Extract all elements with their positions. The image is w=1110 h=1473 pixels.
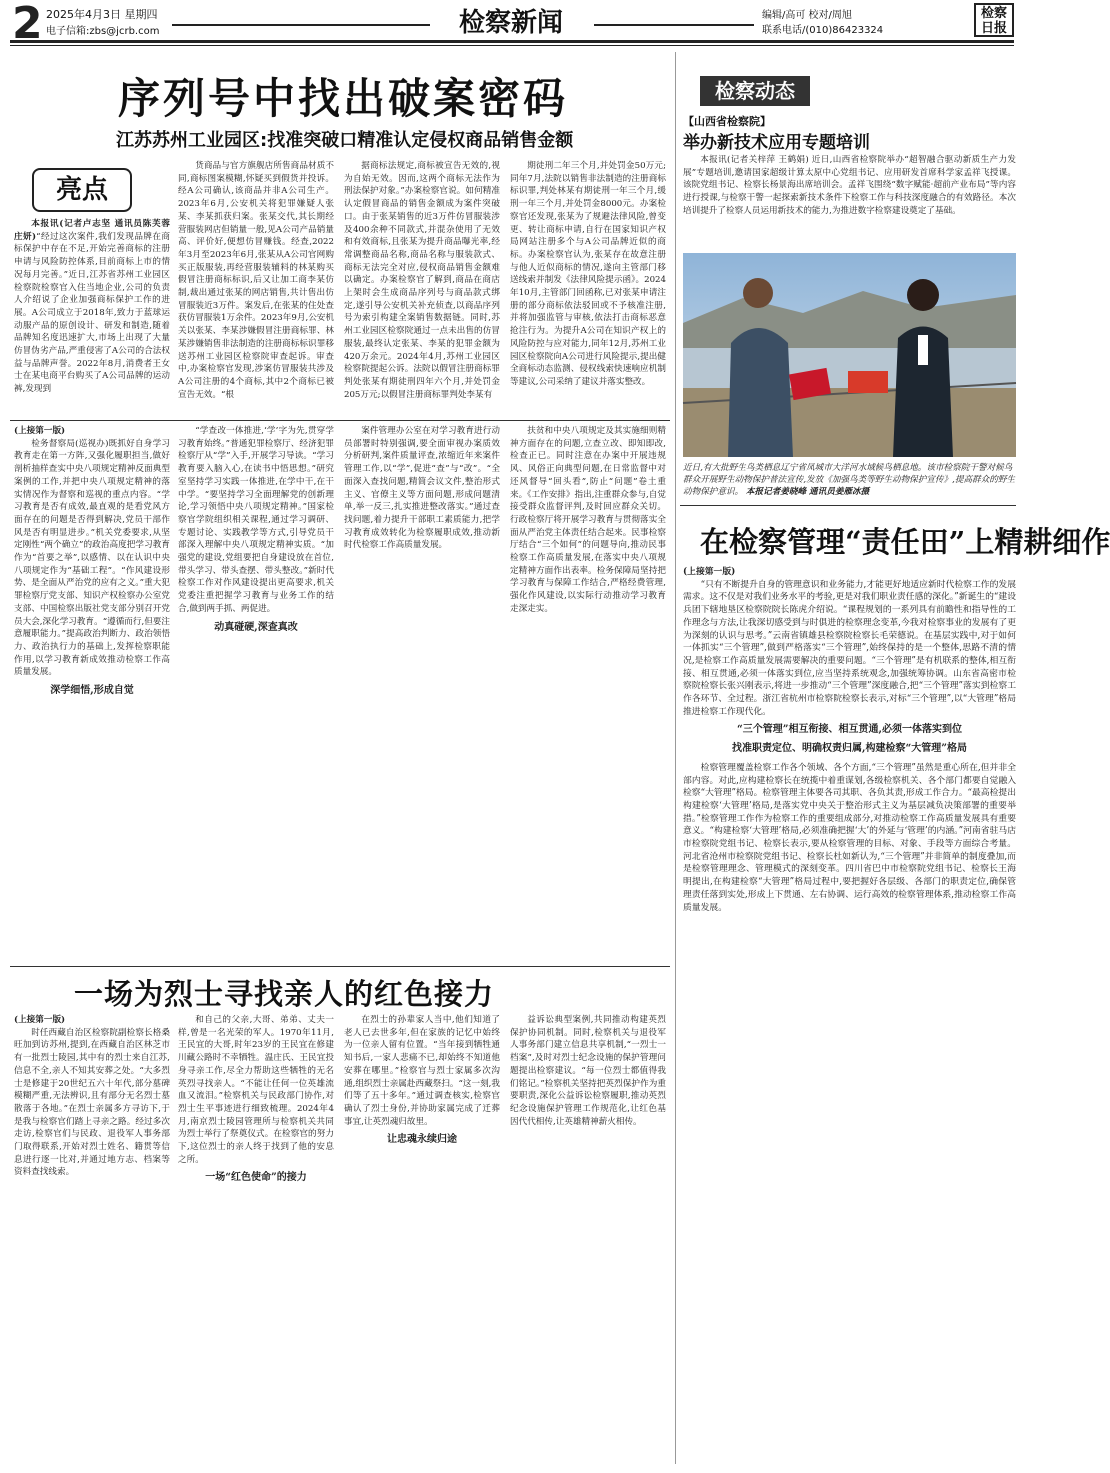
red-text-3: 在烈士的孙辈家人当中,他们知道了老人已去世多年,但在家族的记忆中始终为一位亲人留有位置。“当年接到牺牲通知书后,一家人悲痛不已,却始终不知道他安葬在哪里。”检察官与烈士家属多次沟通,组织烈士亲属赴西藏祭扫。“这一刻,我们等了五十多年。”通过调查核实,检察官确认了烈士身份,并协助家属完成了迁葬事宜,让英烈魂归故里。: [344, 1015, 500, 1127]
lead-col-1: [14, 218, 170, 415]
study-dateline: (上接第一版): [14, 426, 66, 436]
lead-subhead: 江苏苏州工业园区:找准突破口精准认定侵权商品销售金额: [116, 130, 574, 151]
header-divider-thin: [10, 45, 1014, 46]
divider: [10, 966, 670, 967]
sidebar-title: 举办新技术应用专题培训: [683, 133, 870, 153]
header-divider: [10, 40, 1014, 43]
editor-credit: 编辑/高可 校对/周旭: [762, 10, 852, 21]
contact-email: 电子信箱:zbs@jcrb.com: [46, 26, 160, 37]
right-text-1: “只有不断提升自身的管理意识和业务能力,才能更好地适应新时代检察工作的发展需求。这不仅是对我们业务水平的考验,更是对我们职业责任感的深化。”新诞生的“建设兵团下辖地垦区检察院院长陈虎介绍说。“课程规划的一系列具有前瞻性和指导性的工作理念与方法,让我深切感受到与时俱进的检察理念变革,今我对检察事业的发展有了更为深刻的认识与思考。”云南省镇雄县检察院检察长毛荣德说。在基层实践中,对于如何一体抓实“三个管理”,做到严格落实“三个管理”,始终保持的是一个整体,思路不清的情况,是检察工作高质量发展需要解决的重要问题。“三个管理”是有机联系的整体,相互衔接、相互贯通,必须一体落实到位,应当坚持系统观念,加强统筹协调。山东省高密市检察院检察长张兴刚表示,将进一步推动“三个管理”深度融合,把“三个管理”落实到检察工作各环节、全过程。浙江省杭州市检察院检察长表示,对标“三个管理”,以“大管理”格局推进检察工作现代化。: [683, 579, 1016, 717]
red-text-4: 益诉讼典型案例,共同推动构建英烈保护协同机制。同时,检察机关与退役军人事务部门建立信息共享机制,“一烈士一档案”,及时对烈士纪念设施的保护管理问题提出检察建议。“每一位烈士都值得我们铭记。”检察机关坚持把英烈保护作为重要职责,深化公益诉讼检察履职,推动英烈纪念设施保护管理工作规范化,让红色基因代代相传,让英雄精神薪火相传。: [510, 1015, 666, 1127]
sidebar-text: 本报讯(记者关梓萍 王鹤娟) 近日,山西省检察院举办“超智融合驱动新质生产力发展”专题培训,邀请国家超级计算太原中心党组书记、应用研发首席科学家孟祥飞授课。该院党组书记、检察长杨景海出席培训会。孟祥飞围绕“数字赋能·超前产业布局”等内容进行授课,与检察干警一起探索新技术条件下检察工作与科技深度融合的有效路径。本次培训提升了检察人员运用新技术的能力,为推进数字检察建设奠定了基础。: [683, 155, 1016, 216]
study-subheading-1: 深学细悟,形成自觉: [50, 685, 134, 697]
study-text-1: 检务督察局(巡视办)既抓好自身学习教育走在第一方阵,又强化履职担当,做好剖析抽样查实中央八项规定精神反面典型案例的工作,并把中央八项规定精神的落实情况作为督察和巡视的重点内容。“学习教育是否有成效,最直观的是看党风方面存在的问题是否得到解决,党员干部作风是否有明显进步。”机关党委要求,从坚定刚性“两个确立”的政治高度把学习教育作为“首要之举”,以感情、以在认识中央八项规定作为“基础工程”。“作风建设形势、是全面从严治党的应有之义。”重大犯罪检察厅党支部、知识产权检察办公室党支部、中国检察出版社党支部分别召开党员大会,深化学习教育。“遵循而行,但要注意履职能力。”提高政治判断力、政治领悟力、政治执行力的基础上,发挥检察职能作用,以学习教育新成效推动检察工作高质量发展。: [14, 438, 170, 678]
page-number: 2: [12, 0, 43, 49]
red-col-4: [510, 1014, 666, 1466]
contact-phone: 联系电话/(010)86423324: [762, 25, 884, 36]
red-col-2: [178, 1014, 334, 1466]
lead-col-4: [510, 160, 666, 415]
lead-headline: 序列号中找出破案密码: [118, 74, 569, 123]
lead-byline: 本报讯(记者卢志坚 通讯员陈芙蓉 庄妍): [14, 219, 170, 242]
sidebar-kicker: 【山西省检察院】: [683, 115, 771, 128]
newspaper-logo: 检察日报: [974, 3, 1014, 37]
red-text-2: 和自己的父亲,大哥、弟弟、丈夫一样,曾是一名光荣的军人。1970年11月,王民宜的大哥,时年23岁的王民宜在修建川藏公路时不幸牺牲。温庄氏、王民宜投身寻亲工作,尽全力帮助这些牺牲的无名英烈寻找亲人。“不能让任何一位英雄流血又流泪。”检察机关与民政部门协作,对烈士生平事迹进行细致梳理。2024年4月,南京烈士陵园管理所与检察机关共同为烈士举行了祭奠仪式。在检察官的努力下,这位烈士的亲人终于找到了他的安息之所。: [178, 1015, 334, 1165]
column-divider: [675, 52, 676, 1464]
lead-text-3: 据商标法规定,商标被宣告无效的,视为自始无效。因而,这两个商标无法作为刑法保护对象。”办案检察官说。如何精准认定假冒商品的销售金额成为案件突破口。由于张某销售的近3万件仿冒服装涉及400余种不同款式,并混杂使用了无效和有效商标,且张某为提升商品曝光率,经常调整商品名称,商品名称与服装款式、商标无法完全对应,侵权商品销售金额难以确定。办案检察官了解到,商品在商店上架时会生成商品序列号与商品款式绑定,遂引导公安机关补充侦查,以商品序列号为索引构建全案销售数据链。同时,苏州工业园区检察院通过一点未出售的仿冒服装,最终认定张某、李某的犯罪金额为420万余元。2024年4月,苏州工业园区检察院提起公诉。法院以假冒注册商标罪判处张某有期徒刑四年六个月,并处罚金205万元;以假冒注册商标罪判处李某有: [344, 161, 500, 400]
lead-col-3: [344, 160, 500, 415]
red-col-3: [344, 1014, 500, 1466]
study-text-3: 案件管理办公室在对学习教育进行动员部署时特别强调,要全面审视办案质效分析研判,案件质量评查,浓缩近年来案件管理工作,以“学”,促进“查”与“改”。“全面深入查找问题,精简会议文件,整治形式主义、官僚主义等方面问题,形成问题清单,举一反三,扎实推进整改落实。”通过查找问题,着力提升干部职工素质能力,把学习教育成效转化为检察履职成效,推动新时代检察工作高质量发展。: [344, 426, 500, 551]
divider: [680, 505, 1016, 506]
photo-caption-text: 近日,有大批野生鸟类栖息辽宁省凤城市大洋河水域候鸟栖息地。该市检察院干警对候鸟群众开展野生动物保护普法宣传,发放《加强鸟类等野生动物保护宣传》,提高群众的野生动物保护意识。: [683, 463, 1016, 497]
study-col-3: [344, 425, 500, 965]
study-text-4: 扶贫和中央八项规定及其实施细则精神方面存在的问题,立查立改、即知即改,检查正已。同时注意在办案中开展违规风、风俗正向典型问题,在日常监督中对还风督导“回头看”,防止“问题”卷土重来。《工作安排》指出,注重群众参与,自觉接受群众监督评判,及时回应群众关切。行政检察厅将开展学习教育与贯彻落实全面从严治党主体责任结合起来。民事检察厅结合“三个如何”的问题导向,推动民事检察工作高质量发展,在落实中央八项规定精神方面作出表率。检务保障局坚持把学习教育与保障工作结合,严格经费管理,强化作风建设,以实际行动推动学习教育走深走实。: [510, 426, 666, 614]
right-text-2: 检察管理覆盖检察工作各个领域、各个方面,“三个管理”虽然是重心所在,但并非全部内容。对此,应构建检察长在统揽中着重谋划,各级检察机关、各个部门都要自觉融入检察“大管理”格局。检察管理主体要各司其职、各负其责,形成工作合力。“最高检提出构建检察‘大管理’格局,是落实党中央关于整治形式主义为基层减负决策部署的重要举措。”检察管理工作作为检察工作的重要组成部分,对推动检察工作高质量发展具有重要意义。“构建检察‘大管理’格局,必须准确把握‘大’的外延与‘管理’的内涵。”河南省驻马店市检察院党组书记、检察长表示,要从检察管理的目标、对象、手段等方面综合考量。河北省沧州市检察院党组书记、检察长杜如新认为,“三个管理”并非简单的制度叠加,而是检察管理理念、管理模式的深刻变革。四川省巴中市检察院党组书记、检察长王海明提出,在构建检察“大管理”格局过程中,要把握好各层级、各部门的职责定位,确保管理责任落到实处,形成上下贯通、左右协调、运行高效的检察管理体系,推动检察工作高质量发展。: [683, 762, 1016, 913]
header-rule-right: [594, 24, 754, 26]
lead-text-1: “经过这次案件,我们发现品牌在商标保护中存在不足,开始完善商标的注册申请与风险防控体系,目前商标上市的情况每月完善。”近日,江苏省苏州工业园区检察院检察官入住当地企业,公司的负责人介绍说了企业加强商标保护工作的进展。A公司成立于2018年,致力于蓝球运动服产品的原创设计、研发和制造,随着品牌知名度迅速扩大,市场上出现了大量仿冒伪劣产品,严重侵害了A公司的合法权益与品牌声誉。2022年8月,消费者王女士在某电商平台购买了A公司品牌的运动裤,发现到: [14, 231, 170, 395]
section-title: 检察新闻: [458, 8, 563, 38]
study-col-2: [178, 425, 334, 965]
right-dateline: (上接第一版): [683, 567, 736, 577]
header-rule-left: [172, 24, 430, 26]
red-subheading-1: 一场“红色使命”的接力: [205, 1172, 307, 1184]
sidebar-banner: 检察动态: [700, 76, 810, 106]
study-text-2: “学查改一体推进,‘学’字为先,贯穿学习教育始终。”普通犯罪检察厅、经济犯罪检察厅从“学”入手,开展学习导读。“学习教育要入脑入心,在读书中悟思想。”研究室坚持学习实践一体推进,在学中干,在干中学。“要坚持学习全面理解党的创新理论,学习领悟中央八项规定精神。”国家检察官学院组织相关课程,通过学习调研、专题讨论、实践教学等方式,引导党员干部深入理解中央八项规定精神实质。“加强党的建设,党组要把自身建设放在首位,带头学习、带头查摆、带头整改。”新时代检察工作对作风建设提出更高要求,机关党委注重把握学习教育与业务工作的结合,做到两手抓、两促进。: [178, 426, 334, 614]
news-photo: [683, 253, 1016, 457]
right-story-title: 在检察管理“责任田”上精耕细作: [700, 525, 1110, 559]
divider: [10, 420, 670, 421]
lead-text-4: 期徒刑二年三个月,并处罚金50万元;同年7月,法院以销售非法制造的注册商标标识罪,判处林某有期徒刑一年三个月,缓刑一年三个月,并处罚金8000元。办案检察官还发现,张某为了规避法律风险,曾变更、转让商标申请,自行在国家知识产权局网站注册多个与A公司品牌近似的商标。办案检察官认为,张某存在故意注册与他人近似商标的情况,遂向主管部门移送线索并制发《法律风险提示函》。2024年10月,主管部门回函称,已对张某申请注册的部分商标依法驳回或不予核准注册,并将加强监管与审核,依法打击商标恶意抢注行为。为提升A公司在知识产权上的风险防控与应对能力,同年12月,苏州工业园区检察院向A公司进行风险提示,提出健全商标动态监测、侵权线索快速响应机制等建议,公司采纳了建议并落实整改。: [510, 161, 666, 387]
red-dateline: (上接第一版): [14, 1015, 66, 1025]
sidebar-body: [683, 154, 1016, 248]
right-subheading-1: “三个管理”相互衔接、相互贯通,必须一体落实到位: [737, 724, 962, 736]
highlight-badge: 亮点: [32, 168, 132, 212]
right-subheading-2: 找准职责定位、明确权责归属,构建检察“大管理”格局: [732, 743, 967, 755]
lead-col-2: [178, 160, 334, 415]
lead-text-2: 货商品与官方旗舰店所售商品材质不同,商标图案模糊,怀疑买到假货并投诉。经A公司确认,该商品并非A公司生产。2023年6月,公安机关将犯罪嫌疑人张某、李某抓获归案。张某交代,其长期经营服装网店但销量一般,见A公司产品销量高、评价好,便想仿冒赚钱。经查,2022年3月至2023年6月,张某从A公司官网购买正版服装,再经营服装辅料的林某购买假冒注册商标标识,后又让加工商李某仿制,裁出通过张某的网店销售,共计售出仿冒服装近3万件。案发后,在张某的住处查获仿冒服装1万余件。2023年9月,公安机关以张某、李某涉嫌假冒注册商标罪、林某涉嫌销售非法制造的注册商标标识罪移送苏州工业园区检察院审查起诉。审查中,办案检察官发现,涉案仿冒服装共涉及A公司注册的4个商标,其中2个商标已被宣告无效。“根: [178, 161, 334, 400]
red-subheading-2: 让忠魂永续归途: [387, 1134, 457, 1146]
photo-caption: [683, 462, 1016, 498]
photo-illustration: [683, 253, 1016, 457]
study-subheading-2: 动真碰硬,深查真改: [214, 621, 298, 633]
red-text-1: 时任西藏自治区检察院副检察长格桑旺加到访苏州,提到,在西藏自治区林芝市有一批烈士陵园,其中有的烈士来自江苏,信息不全,亲人不知其安葬之处。“大多烈士是修建于20世纪五六十年代,部分墓碑模糊严重,无法辨识,且有部分无名烈士墓散落于各地。”在烈士亲属多方寻访下,于是我与检察官们踏上寻亲之路。经过多次走访,检察官们与民政、退役军人事务部门取得联系,开始对烈士姓名、籍贯等信息进行逐一比对,并通过地方志、档案等资料查找线索。: [14, 1027, 170, 1178]
study-col-4: [510, 425, 666, 965]
red-col-1: [14, 1014, 170, 1466]
red-story-title: 一场为烈士寻找亲人的红色接力: [74, 977, 495, 1011]
photo-credit: 本报记者姜晓峰 通讯员姜雁冰摄: [745, 487, 870, 497]
study-col-1: [14, 425, 170, 965]
issue-date: 2025年4月3日 星期四: [46, 8, 158, 21]
right-story-body: [683, 566, 1016, 1466]
